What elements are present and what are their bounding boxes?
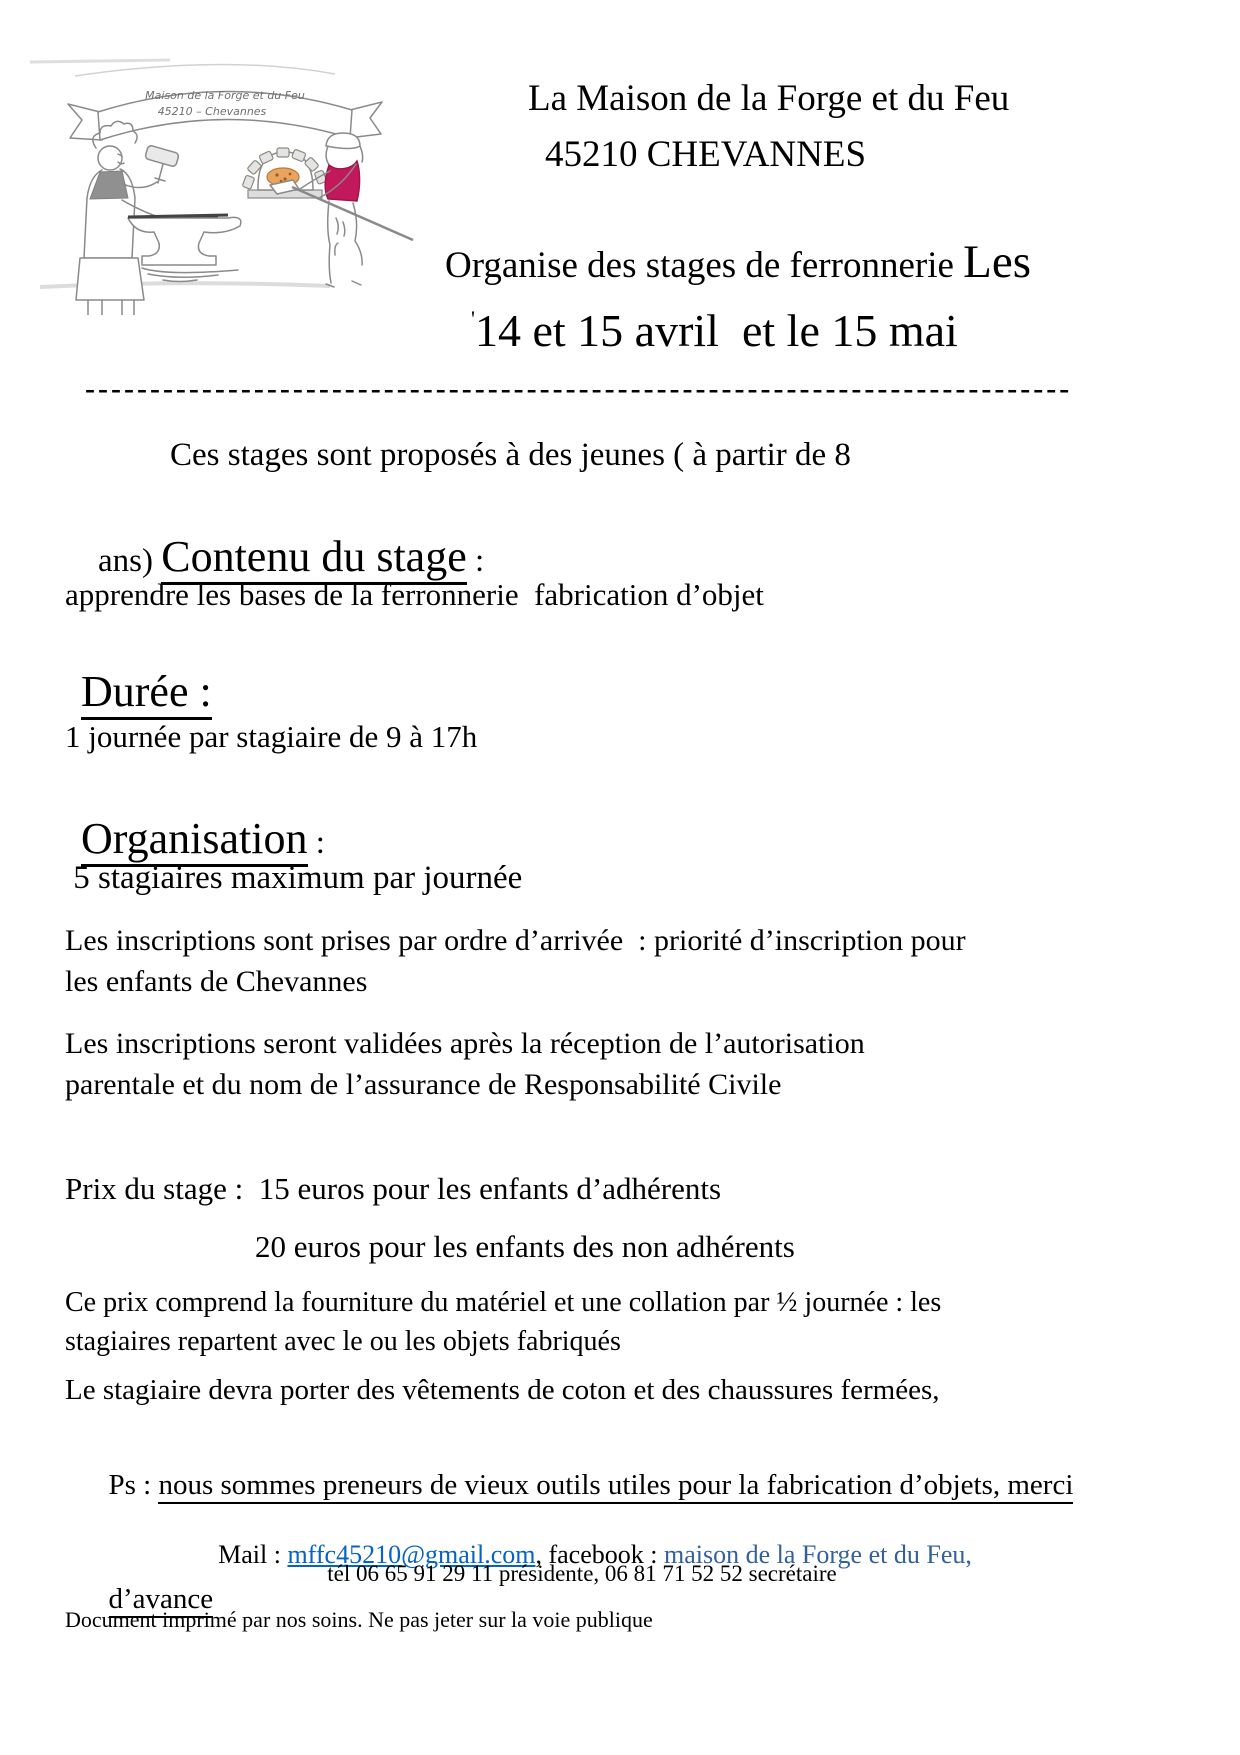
phone-line: tél 06 65 91 29 11 présidente, 06 81 71 52 52 secrétaire — [327, 1561, 837, 1586]
price-detail-paragraph — [65, 1283, 941, 1361]
intro-paragraph: Ces stages sont proposés à des jeunes ( à partir de 8 — [170, 437, 851, 473]
inscriptions-paragraph-1 — [65, 920, 966, 1002]
email-link[interactable]: mffc45210@gmail.com — [287, 1540, 536, 1569]
facebook-page-name: maison de la Forge et du Feu, — [664, 1540, 972, 1569]
hammer-sketch — [145, 145, 180, 183]
inscriptions-paragraph-2 — [65, 1023, 865, 1105]
footer-note: Document imprimé par nos soins. Ne pas jeter sur la voie publique — [65, 1607, 653, 1632]
org-title: La Maison de la Forge et du Feu — [528, 78, 1010, 119]
organisation-colon: : — [307, 825, 325, 861]
blacksmith-sketch — [76, 121, 241, 315]
inscriptions2-line2: parentale et du nom de l’assurance de Responsabilité Civile — [65, 1068, 782, 1101]
facebook-label: , facebook : — [535, 1540, 664, 1569]
organise-text: Organise des stages de ferronnerie — [445, 244, 964, 286]
contenu-heading: Contenu du stage — [161, 532, 467, 585]
contenu-text: apprendre les bases de la ferronnerie fabrication d’objet — [65, 577, 764, 612]
inscriptions1-line1: Les inscriptions sont prises par ordre d’arrivée : priorité d’inscription pour — [65, 924, 966, 957]
banner-text-line1: Maison de la Forge et du Feu — [145, 89, 305, 102]
price-detail-line1: Ce prix comprend la fourniture du matériel et une collation par ½ journée : les — [65, 1287, 942, 1318]
organise-les: Les — [963, 235, 1032, 288]
dates-text: 14 et 15 avril et le 15 mai — [474, 305, 958, 357]
ps-underlined-2: d’avance — [109, 1583, 214, 1618]
capacity-text: 5 stagiaires maximum par journée — [65, 860, 523, 896]
contenu-colon: : — [466, 543, 485, 579]
duree-text: 1 journée par stagiaire de 9 à 17h — [65, 719, 478, 754]
mail-label: Mail : — [218, 1540, 288, 1569]
price-detail-line2: stagiaires repartent avec le ou les objets fabriqués — [65, 1326, 621, 1357]
clothing-text: Le stagiaire devra porter des vêtements de coton et des chaussures fermées, — [65, 1374, 940, 1406]
anvil-sketch — [128, 215, 241, 282]
forge-illustration — [30, 50, 420, 315]
ps-prefix: Ps : — [108, 1469, 159, 1501]
duree-heading: Durée : — [81, 667, 212, 720]
inscriptions1-line2: les enfants de Chevannes — [65, 965, 368, 998]
price-line-2: 20 euros pour les enfants des non adhérents — [255, 1229, 795, 1264]
stray-apostrophe: ' — [471, 306, 475, 332]
inscriptions2-line1: Les inscriptions seront validées après la réception de l’autorisation — [65, 1027, 865, 1060]
dashed-separator: ---------------------------------------------------------------------------- — [85, 372, 1073, 405]
ps-underlined-1: nous sommes preneurs de vieux outils utiles pour la fabrication d’objets, merci — [158, 1469, 1073, 1504]
price-line-1: Prix du stage : 15 euros pour les enfants d’adhérents — [65, 1171, 722, 1206]
banner-text-line2: 45210 – Chevannes — [157, 105, 267, 118]
banner-ribbon — [68, 89, 382, 140]
org-postcode: 45210 CHEVANNES — [545, 134, 867, 175]
ans-prefix: ans) — [98, 543, 162, 579]
organisation-heading: Organisation — [81, 814, 308, 867]
